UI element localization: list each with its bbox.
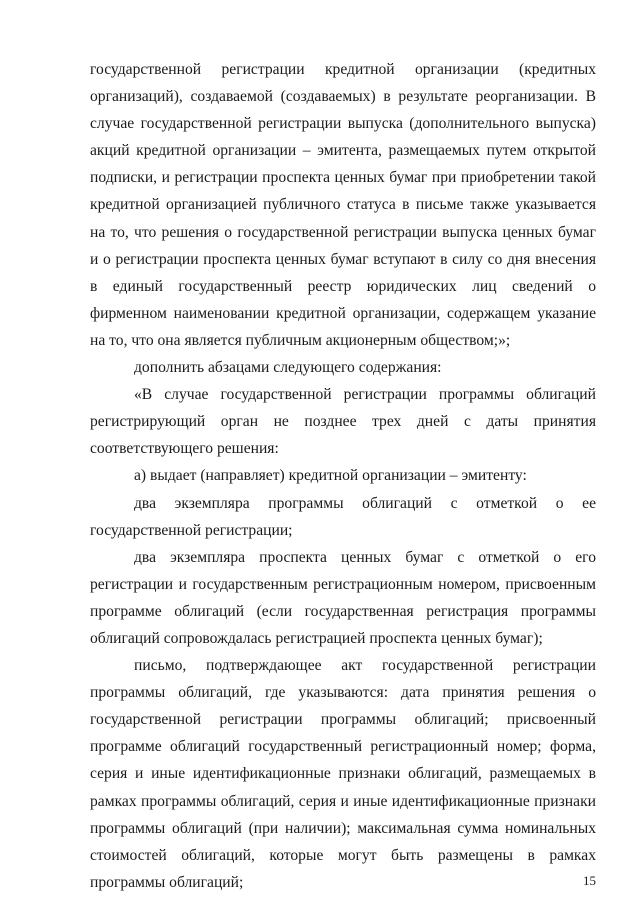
page-body	[90, 56, 596, 896]
page-number: 15	[583, 873, 596, 888]
paragraph-program-copies: два экземпляра программы облигаций с отметкой о ее государственной регистрации;	[90, 494, 596, 539]
paragraph-continuation: государственной регистрации кредитной организации (кредитных организаций), создаваемой (создаваемых) в результате реорганизации. В случае государственной регистрации выпуска (дополнительного выпуска) акций кредитной организации – эмитента, размещаемых путем открытой подписки, и регистрации проспекта ценных бумаг при приобретении такой кредитной организацией публичного статуса в письме также указывается на то, что решения о государственной регистрации выпуска ценных бумаг и о регистрации проспекта ценных бумаг вступают в силу со дня внесения в единый государственный реестр юридических лиц сведений о фирменном наименовании кредитной организации, содержащем указание на то, что она является публичным акционерным обществом;»;	[90, 61, 596, 349]
paragraph-amendment-intro: дополнить абзацами следующего содержания:	[134, 359, 442, 377]
paragraph-confirmation-letter: письмо, подтверждающее акт государственной регистрации программы облигаций, где указываются: дата принятия решения о государственной регистрации программы облигаций; присвоенный программе облигаций государственный регистрационный номер; форма, серия и иные идентификационные признаки облигаций, размещаемых в рамках программы облигаций, серия и иные идентификационные признаки программы облигаций (при наличии); максимальная сумма номинальных стоимостей облигаций, которые могут быть размещены в рамках программы облигаций;	[90, 657, 596, 891]
paragraph-item-a: а) выдает (направляет) кредитной организации – эмитенту:	[134, 467, 527, 485]
paragraph-program-registration: «В случае государственной регистрации программы облигаций регистрирующий орган не позднее трех дней с даты принятия соответствующего решения:	[90, 386, 596, 458]
paragraph-prospectus-copies: два экземпляра проспекта ценных бумаг с отметкой о его регистрации и государственным регистрационным номером, присвоенным программе облигаций (если государственная регистрация программы облигаций сопровождалась регистрацией проспекта ценных бумаг);	[90, 548, 596, 647]
